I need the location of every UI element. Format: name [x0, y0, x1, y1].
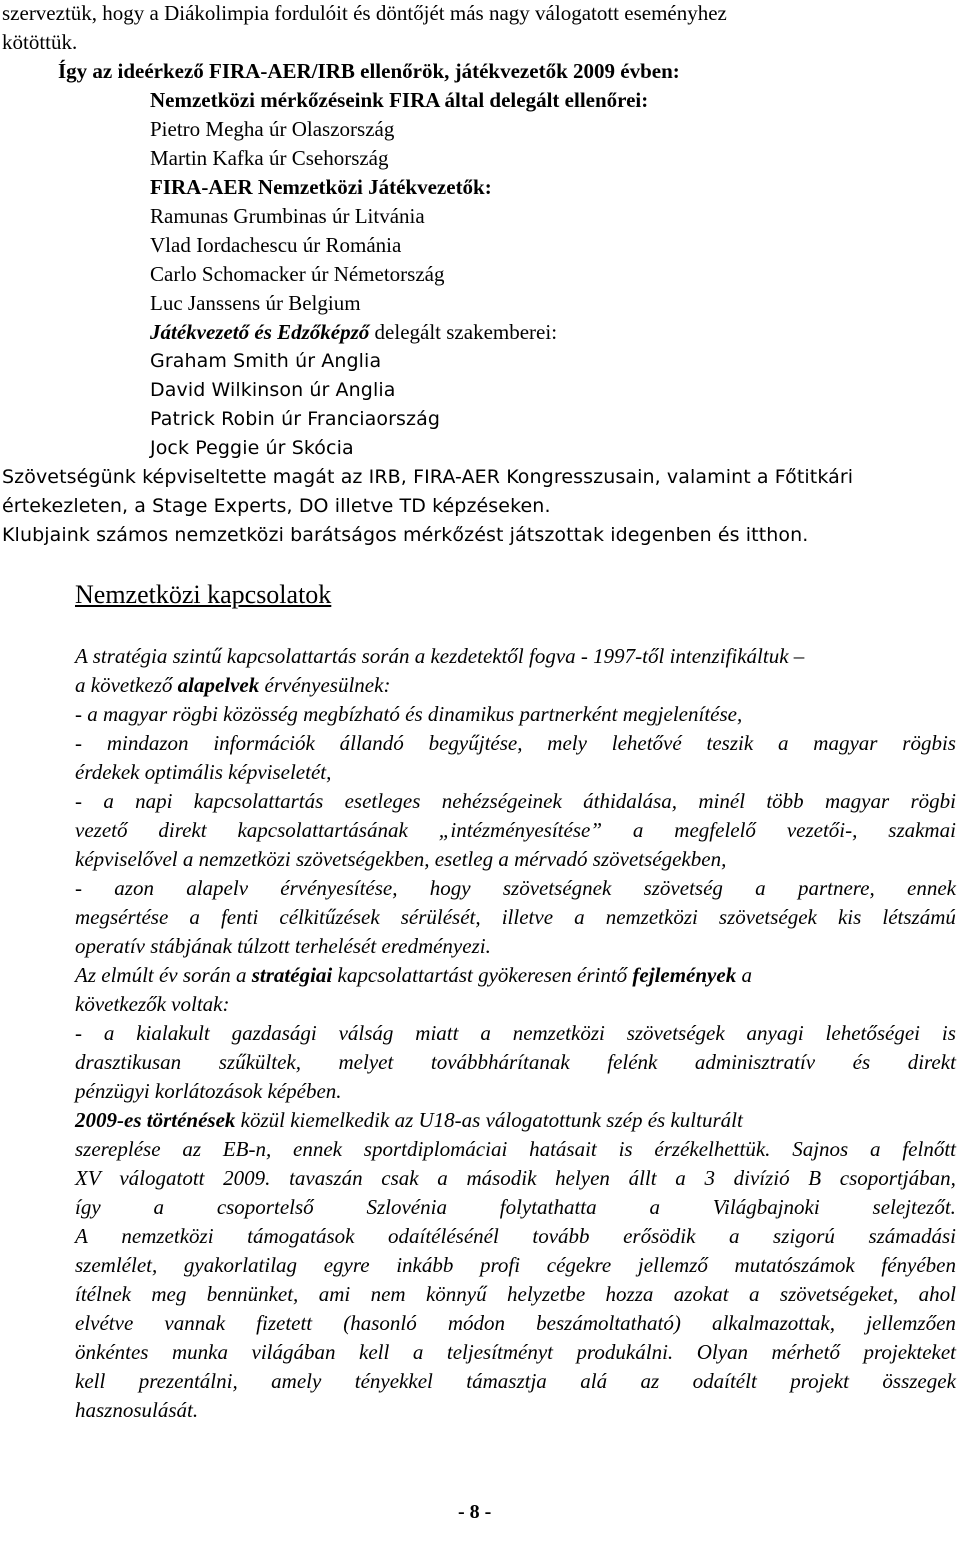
word: drasztikusan [75, 1050, 182, 1074]
word: megsértése [75, 905, 169, 929]
word: projekteket [863, 1340, 956, 1364]
text-line [75, 1020, 956, 1046]
word: adminisztratív [694, 1050, 816, 1074]
word: bennünket, [206, 1282, 299, 1306]
word: erősödik [623, 1224, 696, 1248]
text-line [75, 1310, 956, 1336]
word: vezető [75, 818, 128, 842]
word: folytathatta [499, 1195, 597, 1219]
word: módon [447, 1311, 506, 1335]
word: az [640, 1369, 660, 1393]
word: rögbi [910, 789, 956, 813]
word: prezentálni, [138, 1369, 238, 1393]
text-line [75, 817, 956, 843]
text-line [75, 730, 956, 756]
word: kapcsolattartásának [237, 818, 408, 842]
word: állt [628, 1166, 657, 1190]
word: fényében [881, 1253, 956, 1277]
word: direkt [907, 1050, 956, 1074]
word: a [103, 789, 114, 813]
word: nem [370, 1282, 406, 1306]
word: beszámoltatható) [536, 1311, 681, 1335]
word: válság [338, 1021, 394, 1045]
text-line: érdekek optimális képviseletét, [75, 760, 332, 784]
word: ahol [918, 1282, 956, 1306]
word: esetleges [344, 789, 421, 813]
word: is [941, 1021, 956, 1045]
word: a [675, 1166, 686, 1190]
text-line: hasznosulását. [75, 1398, 199, 1422]
word: ennek [293, 1137, 342, 1161]
text-line: Szövetségünk képviseltette magát az IRB, FIRA-AER Kongresszusain, valamint a Főtitkári [2, 466, 854, 488]
text-line: A stratégia szintű kapcsolattartás során a kezdetektől fogva - 1997-től intenzifikáltuk – [75, 644, 805, 668]
text-line: Jock Peggie úr Skócia [150, 437, 354, 459]
word: felénk [607, 1050, 658, 1074]
word: alapelv [186, 876, 249, 900]
word: lehetőségei [825, 1021, 921, 1045]
word: jellemzően [866, 1311, 956, 1335]
word: is [618, 1137, 633, 1161]
word: több [766, 789, 804, 813]
text-line: Az elmúlt év során a stratégiai kapcsolattartást gyökeresen érintő fejlemények a [75, 963, 752, 987]
word: 3 [704, 1166, 715, 1190]
word: nemzetközi [512, 1021, 605, 1045]
text-line: Így az ideérkező FIRA-AER/IRB ellenőrök, játékvezetők 2009 évben: [58, 59, 680, 83]
word: (hasonló [343, 1311, 417, 1335]
word: selejtezőt. [872, 1195, 956, 1219]
word: nehézségeinek [441, 789, 562, 813]
word: a [189, 905, 200, 929]
word: célkitűzések [279, 905, 380, 929]
word: kis [837, 905, 862, 929]
word: fizetett [256, 1311, 313, 1335]
word: érzékelhettük. [654, 1137, 771, 1161]
text-line [75, 1252, 956, 1278]
word: melyet [338, 1050, 394, 1074]
word: szövetségnek [502, 876, 612, 900]
word: mindazon [106, 731, 189, 755]
word: szűkültek, [218, 1050, 301, 1074]
word: a [777, 731, 789, 755]
text-line [75, 1223, 956, 1249]
word: magyar [813, 731, 878, 755]
word: csak [381, 1166, 419, 1190]
word: szövetségek [718, 905, 817, 929]
word: sérülését, [400, 905, 481, 929]
word: a [437, 1166, 448, 1190]
word: odaítélt [692, 1369, 757, 1393]
text-line: Patrick Robin úr Franciaország [150, 408, 440, 430]
word: rögbis [902, 731, 956, 755]
word: kell [75, 1369, 106, 1393]
word: Szlovénia [366, 1195, 447, 1219]
word: divízió [733, 1166, 790, 1190]
word: a [632, 818, 644, 842]
word: a [728, 1224, 740, 1248]
text-line: kötöttük. [2, 30, 78, 54]
word: XV [75, 1166, 101, 1190]
word: odaítélésénél [388, 1224, 499, 1248]
word: az [182, 1137, 202, 1161]
word: világában [251, 1340, 336, 1364]
word: teszik [706, 731, 754, 755]
word: hogy [429, 876, 471, 900]
word: A [75, 1224, 88, 1248]
word: nemzetközi [605, 905, 698, 929]
section-heading: Nemzetközi kapcsolatok [75, 580, 332, 609]
word: EB-n, [222, 1137, 272, 1161]
word: elvétve [75, 1311, 134, 1335]
word: azokat [673, 1282, 729, 1306]
text-line: Graham Smith úr Anglia [150, 350, 382, 372]
text-line: operatív stábjának túlzott terhelését eredményezi. [75, 934, 491, 958]
word: a [103, 1021, 115, 1045]
word: érvényesítése, [280, 876, 398, 900]
word: mely [547, 731, 587, 755]
text-line: Vlad Iordachescu úr Románia [150, 233, 402, 257]
word: tényekkel [354, 1369, 433, 1393]
text-line [75, 788, 956, 814]
word: információk [213, 731, 315, 755]
word: helyzetbe [507, 1282, 586, 1306]
word: lehetővé [611, 731, 682, 755]
word: fenti [220, 905, 259, 929]
word: Sajnos [792, 1137, 849, 1161]
text-line: Pietro Megha úr Olaszország [150, 117, 395, 141]
word: amely [271, 1369, 322, 1393]
word: létszámú [882, 905, 956, 929]
text-line: Ramunas Grumbinas úr Litvánia [150, 204, 425, 228]
word: direkt [158, 818, 207, 842]
word: szövetségeket, [779, 1282, 899, 1306]
word: gazdasági [231, 1021, 317, 1045]
word: sportdiplomáciai [363, 1137, 508, 1161]
text-line [150, 319, 557, 345]
word: anyagi [746, 1021, 804, 1045]
word: helyen [555, 1166, 610, 1190]
text-line: következők voltak: [75, 992, 230, 1016]
text-line: Nemzetközi mérkőzéseink FIRA által delegált ellenőrei: [150, 88, 649, 112]
word: második [466, 1166, 537, 1190]
text-line: pénzügyi korlátozások képében. [75, 1079, 342, 1103]
word: miatt [415, 1021, 459, 1045]
word: partnere, [797, 876, 875, 900]
word: így [75, 1195, 101, 1219]
word: kapcsolattartás [193, 789, 324, 813]
word: meg [151, 1282, 187, 1306]
text-line: FIRA-AER Nemzetközi Játékvezetők: [150, 175, 492, 199]
word: mérhető [771, 1340, 840, 1364]
word: mutatószámok [734, 1253, 855, 1277]
word: projekt [790, 1369, 849, 1393]
text-line [75, 1136, 956, 1162]
word: inkább [396, 1253, 454, 1277]
text-line: Klubjaink számos nemzetközi barátságos mérkőzést játszottak idegenben és itthon. [2, 524, 809, 546]
word: - [75, 731, 82, 755]
text-line [75, 1339, 956, 1365]
word: cégekre [546, 1253, 612, 1277]
word: napi [135, 789, 173, 813]
text-line [75, 1049, 956, 1075]
word: szigorú [773, 1224, 835, 1248]
word: Olyan [696, 1340, 749, 1364]
word: jellemző [637, 1253, 708, 1277]
word: „intézményesítése” [438, 818, 603, 842]
word: támasztja [466, 1369, 547, 1393]
word: csoportelső [216, 1195, 314, 1219]
word: alá [580, 1369, 608, 1393]
text-line: a következő alapelvek érvényesülnek: [75, 673, 391, 697]
text-line: szerveztük, hogy a Diákolimpia fordulóit és döntőjét más nagy válogatott eseményhez [2, 1, 727, 25]
word: alkalmazottak, [711, 1311, 836, 1335]
text-line: Luc Janssens úr Belgium [150, 291, 361, 315]
word: a [755, 876, 766, 900]
word: tovább [532, 1224, 590, 1248]
text-line: - a magyar rögbi közösség megbízható és dinamikus partnerként megjelenítése, [75, 702, 743, 726]
word: önkéntes [75, 1340, 149, 1364]
word: - [75, 1021, 82, 1045]
text: delegált szakemberei: [369, 320, 558, 344]
word: hozza [605, 1282, 654, 1306]
word: a [574, 905, 585, 929]
word: vezetői-, [786, 818, 858, 842]
word: számadási [868, 1224, 956, 1248]
word: a [749, 1282, 760, 1306]
page-number: - 8 - [458, 1501, 492, 1523]
text-line: értekezleten, a Stage Experts, DO illetve TD képzéseken. [2, 495, 551, 517]
text-line [75, 875, 956, 901]
word: a [649, 1195, 660, 1219]
word: kell [359, 1340, 390, 1364]
word: szövetség [643, 876, 723, 900]
word: produkálni. [576, 1340, 674, 1364]
word: azon [114, 876, 154, 900]
word: csoportjában, [839, 1166, 956, 1190]
word: ami [318, 1282, 351, 1306]
word: magyar [825, 789, 890, 813]
text-line [75, 1165, 956, 1191]
word: szemlélet, [75, 1253, 158, 1277]
word: szövetségek [626, 1021, 725, 1045]
word: 2009. [223, 1166, 271, 1190]
word: hatásait [529, 1137, 597, 1161]
emphasis: Játékvezető és Edzőképző [150, 320, 370, 344]
word: kialakult [136, 1021, 210, 1045]
word: továbbhárítanak [430, 1050, 570, 1074]
word: válogatott [119, 1166, 205, 1190]
word: Világbajnoki [712, 1195, 820, 1219]
word: a [870, 1137, 881, 1161]
word: könnyű [425, 1282, 487, 1306]
word: vannak [164, 1311, 226, 1335]
word: tavaszán [289, 1166, 363, 1190]
word: szakmai [888, 818, 956, 842]
word: teljesítményt [446, 1340, 554, 1364]
word: nemzetközi [121, 1224, 214, 1248]
word: támogatások [247, 1224, 355, 1248]
word: felnőtt [902, 1137, 956, 1161]
word: ítélnek [75, 1282, 131, 1306]
word: összegek [882, 1369, 956, 1393]
word: a [412, 1340, 424, 1364]
text-line: David Wilkinson úr Anglia [150, 379, 396, 401]
word: B [808, 1166, 822, 1190]
word: a [153, 1195, 164, 1219]
word: ennek [907, 876, 956, 900]
text-line [75, 1281, 956, 1307]
text-line [75, 1194, 956, 1220]
word: gyakorlatilag [183, 1253, 298, 1277]
word: begyűjtése, [428, 731, 523, 755]
word: áthidalása, [583, 789, 678, 813]
text-line: 2009-es történések közül kiemelkedik az U18-as válogatottunk szép és kulturált [75, 1108, 743, 1132]
word: állandó [339, 731, 404, 755]
word: szereplése [75, 1137, 161, 1161]
word: - [75, 876, 82, 900]
word: minél [698, 789, 746, 813]
word: megfelelő [674, 818, 756, 842]
word: a [480, 1021, 491, 1045]
text-line [75, 904, 956, 930]
word: munka [172, 1340, 228, 1364]
text-line [75, 1368, 956, 1394]
word: profi [480, 1253, 521, 1277]
word: és [852, 1050, 871, 1074]
word: illetve [501, 905, 554, 929]
text-line: Martin Kafka úr Csehország [150, 146, 389, 170]
text-line: képviselővel a nemzetközi szövetségekben, esetleg a mérvadó szövetségekben, [75, 847, 727, 871]
word: - [75, 789, 82, 813]
word: egyre [323, 1253, 370, 1277]
text-line: Carlo Schomacker úr Németország [150, 262, 445, 286]
